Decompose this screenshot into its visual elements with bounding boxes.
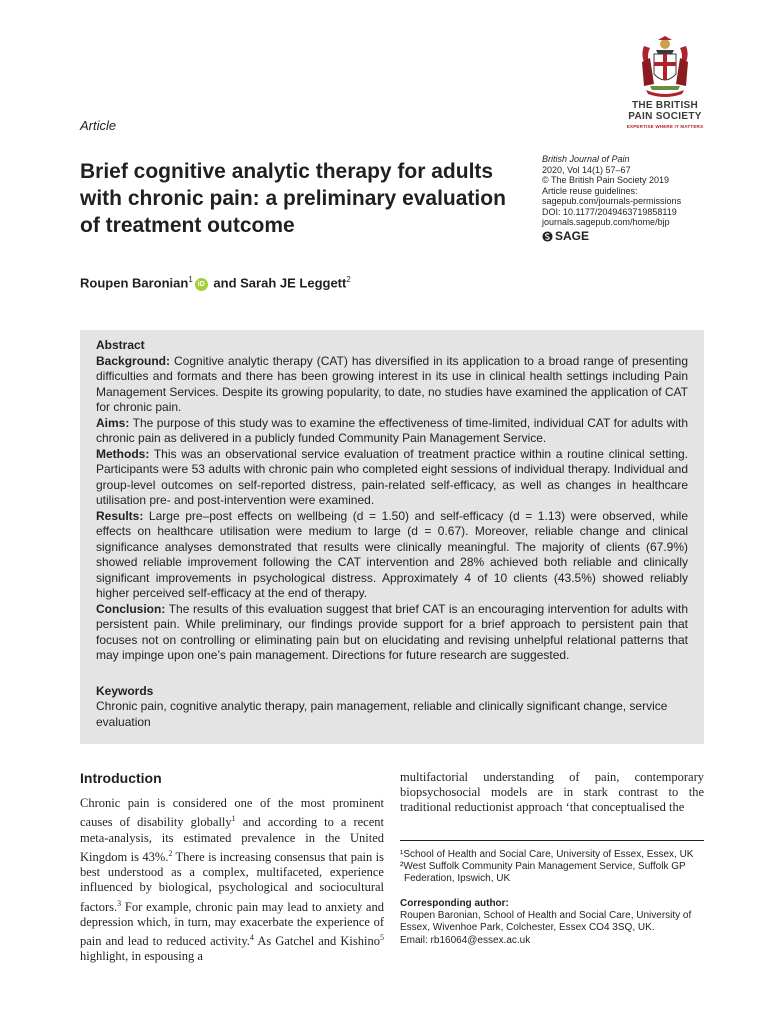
affiliation-1: ¹School of Health and Social Care, University of Essex, Essex, UK: [400, 849, 694, 860]
conclusion-text: The results of this evaluation suggest that brief CAT is an encouraging intervention for adults with persistent pain. While preliminary, our findings provide support for a brief approach to persistent pain that focuses not on controlling or eliminating pain but on elucidating and revising unhelpful relational patterns that may impinge upon one’s pain management. Directions for future research are suggested.: [96, 601, 688, 662]
intro-text-1: Chronic pain is considered one of the most prominent causes of disability globally: [80, 796, 384, 830]
methods-text: This was an observational service evaluation of treatment practice within a routine clinical setting. Participants were 53 adults with chronic pain who completed eight sessions of individual therapy. Individual and group-level outcomes on self-reported distress, pain-related self-efficacy, as well as changes in healthcare utilisation pre- and post-intervention were examined.: [96, 446, 688, 507]
british-pain-society-logo: [622, 36, 708, 132]
results-label: Results:: [96, 508, 144, 523]
corresponding-author-line1: Roupen Baronian, School of Health and Social Care, University of: [400, 910, 692, 922]
author-2-affiliation-mark: 2: [346, 275, 351, 284]
affiliation-2-line2: Federation, Ipswich, UK: [404, 873, 511, 885]
copyright-notice: © The British Pain Society 2019: [542, 175, 670, 185]
affiliations: [400, 849, 704, 886]
keywords-list: Chronic pain, cognitive analytic therapy, pain management, reliable and clinically significant change, service evaluation: [96, 699, 668, 729]
corresponding-author: [400, 898, 704, 947]
intro-text-2: and according to a recent meta-analysis, its estimated prevalence in the United Kingdom is 43%.: [80, 815, 384, 864]
abstract-aims: [96, 416, 688, 447]
sage-s-icon: [542, 231, 553, 242]
author-list: [80, 275, 351, 291]
doi-link[interactable]: DOI: 10.1177/2049463719858119: [542, 206, 677, 217]
introduction-heading: Introduction: [80, 770, 162, 786]
author-1-affiliation-mark: 1: [188, 275, 193, 284]
abstract-heading: Abstract: [96, 338, 145, 352]
corresponding-author-line2: Essex, Wivenhoe Park, Colchester, Essex CO4 3SQ, UK.: [400, 922, 655, 934]
intro-text-5: As Gatchel and Kishino: [253, 934, 380, 949]
author-name-1: Roupen Baronian: [80, 275, 189, 291]
article-type-label: Article: [80, 118, 117, 133]
affiliation-2-line1: ²West Suffolk Community Pain Management Service, Suffolk GP: [400, 861, 686, 873]
abstract-results: [96, 509, 688, 602]
aims-label: Aims:: [96, 415, 130, 430]
intro-text-6: highlight, in espousing a: [80, 949, 203, 964]
author-connector: and: [209, 275, 241, 291]
reuse-link[interactable]: sagepub.com/journals-permissions: [542, 196, 682, 206]
abstract-conclusion: [96, 602, 688, 664]
conclusion-label: Conclusion:: [96, 601, 166, 616]
journal-name: British Journal of Pain: [542, 154, 630, 164]
abstract-box: [80, 330, 704, 744]
footnote-divider: [400, 840, 704, 841]
intro-text-3: There is increasing consensus that pain is best understood as a complex, multifaceted, experience influenced by biological, psychological and sociocultural factors.: [80, 849, 384, 914]
society-name-line2: PAIN SOCIETY: [628, 111, 702, 122]
article-title: Brief cognitive analytic therapy for adults with chronic pain: a preliminary evaluation of treatment outcome: [80, 160, 506, 237]
sage-wordmark: SAGE: [555, 228, 590, 243]
author-name-2: Sarah JE Leggett: [240, 275, 347, 291]
introduction-right-column: multifactorial understanding of pain, contemporary biopsychosocial models are in stark contrast to the traditional reductionist approach ‘that conceptualised the: [400, 770, 704, 815]
society-tagline: EXPERTISE WHERE IT MATTERS: [626, 124, 704, 129]
citation-ref-4[interactable]: 4: [249, 933, 254, 943]
keywords-block: [96, 684, 688, 731]
keywords-heading: Keywords: [96, 683, 154, 698]
results-text: Large pre–post effects on wellbeing (d = 1.50) and self-efficacy (d = 1.13) were observed, while effects on healthcare utilisation were medium to large (d = 0.67). Moreover, reliable change and clinical significance analyses demonstrated that results were clinically meaningful. The majority of clients (67.9%) showed reliable improvement following the CAT intervention and 28% achieved both reliable and clinically significant improvements in psychological distress. Approximately 4 of 10 clients (43.5%) showed reliably higher perceived self-efficacy at the end of therapy.: [96, 508, 688, 600]
background-label: Background:: [96, 353, 171, 368]
corresponding-author-heading: Corresponding author:: [400, 898, 509, 909]
introduction-left-column: [80, 796, 384, 965]
journal-volume: 2020, Vol 14(1) 57–67: [542, 164, 631, 175]
coat-of-arms-icon: [636, 36, 694, 100]
aims-text: The purpose of this study was to examine the effectiveness of time-limited, individual CAT for adults with chronic pain as delivered in a publicly funded Community Pain Management Service.: [96, 415, 688, 445]
citation-ref-3[interactable]: 3: [117, 898, 122, 908]
citation-ref-2[interactable]: 2: [168, 848, 173, 858]
citation-ref-1[interactable]: 1: [231, 814, 236, 824]
abstract-methods: [96, 447, 688, 509]
corresponding-author-email[interactable]: Email: rb16064@essex.ac.uk: [400, 934, 531, 946]
background-text: Cognitive analytic therapy (CAT) has diversified in its application to a broad range of presenting difficulties and formats and there has been growing interest in its use in clinical health settings including Pain Management Services. Despite its growing popularity, to date, no studies have examined the application of CAT for chronic pain.: [96, 353, 688, 414]
intro-text-4: For example, chronic pain may lead to anxiety and depression which, in turn, may exacerbate the experience of pain and lead to reduced activity.: [80, 899, 384, 949]
journal-homepage-link[interactable]: journals.sagepub.com/home/bjp: [542, 217, 670, 227]
abstract-background: [96, 354, 688, 416]
society-name-line1: THE BRITISH: [631, 100, 699, 111]
reuse-label: Article reuse guidelines:: [542, 185, 638, 196]
orcid-icon[interactable]: iD: [195, 278, 208, 291]
sage-logo: [542, 228, 732, 243]
journal-metadata: [542, 154, 732, 242]
methods-label: Methods:: [96, 446, 150, 461]
citation-ref-5[interactable]: 5: [379, 933, 384, 943]
